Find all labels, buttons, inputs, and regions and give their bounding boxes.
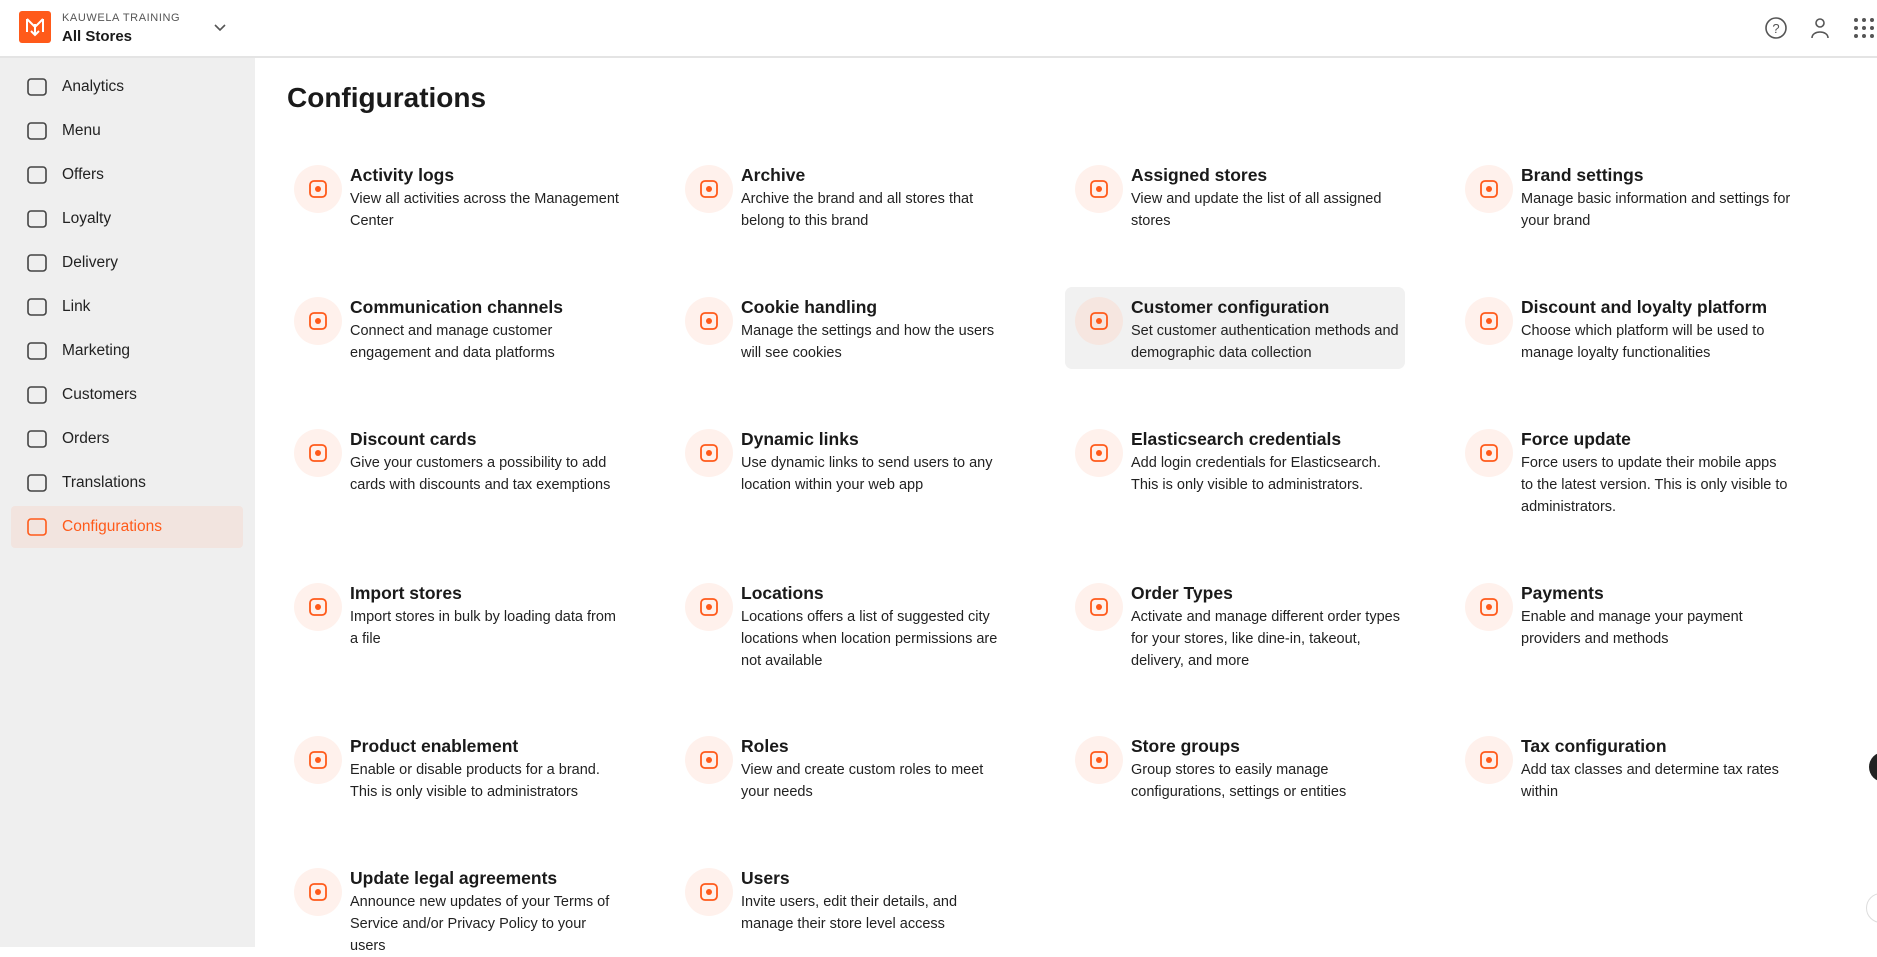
card-title: Roles bbox=[741, 736, 789, 756]
card-title: Product enablement bbox=[350, 736, 519, 756]
card-description: Import stores in bulk by loading data from a file bbox=[350, 609, 616, 647]
config-icon bbox=[1465, 583, 1513, 631]
user-icon[interactable] bbox=[1807, 15, 1833, 41]
link-icon bbox=[24, 294, 50, 320]
config-card-brand-settings[interactable] bbox=[1455, 155, 1795, 237]
translate-icon bbox=[24, 470, 50, 496]
sidebar-item-label: Link bbox=[62, 298, 91, 315]
card-description: Add login credentials for Elasticsearch. This is only visible to administrators. bbox=[1131, 455, 1381, 493]
card-title: Discount and loyalty platform bbox=[1521, 297, 1767, 317]
config-card-dynamic-links[interactable] bbox=[675, 419, 1015, 501]
config-icon bbox=[294, 165, 342, 213]
sidebar-item-label: Delivery bbox=[62, 254, 118, 271]
config-card-order-types[interactable] bbox=[1065, 573, 1405, 669]
card-title: Users bbox=[741, 868, 790, 888]
card-title: Cookie handling bbox=[741, 297, 878, 317]
sidebar-item-link[interactable] bbox=[11, 286, 243, 328]
card-description: Enable or disable products for a brand. This is only visible to administrators bbox=[350, 762, 600, 800]
config-card-import-stores[interactable] bbox=[284, 573, 624, 655]
fork-spoon-icon bbox=[24, 118, 50, 144]
card-title: Archive bbox=[741, 165, 806, 185]
card-description: Set customer authentication methods and demographic data collection bbox=[1131, 323, 1399, 361]
card-title: Import stores bbox=[350, 583, 462, 603]
sidebar-item-translations[interactable] bbox=[11, 462, 243, 504]
card-description: Invite users, edit their details, and manage their store level access bbox=[741, 894, 958, 932]
card-description: Use dynamic links to send users to any location within your web app bbox=[741, 455, 993, 493]
help-icon[interactable] bbox=[1763, 15, 1789, 41]
sidebar bbox=[0, 58, 255, 947]
config-card-force-update[interactable] bbox=[1455, 419, 1795, 515]
card-title: Dynamic links bbox=[741, 429, 859, 449]
config-card-store-groups[interactable] bbox=[1065, 726, 1405, 808]
config-icon bbox=[685, 165, 733, 213]
sidebar-item-delivery[interactable] bbox=[11, 242, 243, 284]
card-title: Force update bbox=[1521, 429, 1631, 449]
config-card-archive[interactable] bbox=[675, 155, 1015, 237]
card-description: View and update the list of all assigned stores bbox=[1131, 191, 1382, 229]
config-icon bbox=[294, 297, 342, 345]
config-icon bbox=[1465, 429, 1513, 477]
chevron-down-icon[interactable] bbox=[212, 20, 228, 41]
card-description: Add tax classes and determine tax rates within bbox=[1521, 762, 1779, 800]
card-title: Store groups bbox=[1131, 736, 1240, 756]
sidebar-item-menu[interactable] bbox=[11, 110, 243, 152]
config-icon bbox=[1075, 583, 1123, 631]
sidebar-item-label: Translations bbox=[62, 474, 146, 491]
card-title: Elasticsearch credentials bbox=[1131, 429, 1342, 449]
card-title: Discount cards bbox=[350, 429, 477, 449]
config-icon bbox=[1075, 165, 1123, 213]
megaphone-icon bbox=[24, 338, 50, 364]
card-title: Brand settings bbox=[1521, 165, 1644, 185]
card-description: Activate and manage different order types for your stores, like dine-in, takeout, delivery, and more bbox=[1131, 609, 1400, 669]
config-icon bbox=[294, 583, 342, 631]
sidebar-item-orders[interactable] bbox=[11, 418, 243, 460]
config-icon bbox=[1465, 736, 1513, 784]
sidebar-item-customers[interactable] bbox=[11, 374, 243, 416]
config-card-update-legal-agreements[interactable] bbox=[284, 858, 624, 954]
config-icon bbox=[685, 429, 733, 477]
sidebar-item-configurations[interactable] bbox=[11, 506, 243, 548]
user-star-icon bbox=[24, 206, 50, 232]
sidebar-item-label: Analytics bbox=[62, 78, 125, 95]
sidebar-item-label: Configurations bbox=[62, 518, 162, 535]
config-icon bbox=[1465, 165, 1513, 213]
card-title: Update legal agreements bbox=[350, 868, 558, 888]
bike-icon bbox=[24, 250, 50, 276]
bag-icon bbox=[24, 426, 50, 452]
card-description: Connect and manage customer engagement and data platforms bbox=[350, 323, 555, 361]
card-description: View and create custom roles to meet your needs bbox=[741, 762, 984, 800]
org-name: KAUWELA TRAINING bbox=[62, 12, 181, 24]
brand-logo[interactable] bbox=[19, 11, 51, 43]
config-card-communication-channels[interactable] bbox=[284, 287, 624, 369]
customers-icon bbox=[24, 382, 50, 408]
config-card-discount-cards[interactable] bbox=[284, 419, 624, 501]
config-card-assigned-stores[interactable] bbox=[1065, 155, 1405, 237]
config-card-locations[interactable] bbox=[675, 573, 1015, 669]
card-description: Group stores to easily manage configurations, settings or entities bbox=[1131, 762, 1347, 800]
config-icon bbox=[1075, 736, 1123, 784]
page-title: Configurations bbox=[287, 82, 487, 113]
top-header bbox=[0, 0, 1877, 58]
floating-widget[interactable] bbox=[1866, 893, 1877, 923]
config-card-discount-and-loyalty-platform[interactable] bbox=[1455, 287, 1795, 369]
sidebar-item-label: Marketing bbox=[62, 342, 131, 359]
card-title: Customer configuration bbox=[1131, 297, 1330, 317]
ticket-icon bbox=[24, 162, 50, 188]
card-description: Choose which platform will be used to manage loyalty functionalities bbox=[1521, 323, 1765, 361]
card-description: Enable and manage your payment providers and methods bbox=[1521, 609, 1743, 647]
sidebar-item-label: Loyalty bbox=[62, 210, 112, 227]
card-title: Order Types bbox=[1131, 583, 1233, 603]
card-title: Activity logs bbox=[350, 165, 455, 185]
config-icon bbox=[294, 736, 342, 784]
config-icon bbox=[685, 736, 733, 784]
config-icon bbox=[685, 583, 733, 631]
config-card-customer-configuration[interactable] bbox=[1065, 287, 1405, 369]
sidebar-item-analytics[interactable] bbox=[11, 66, 243, 108]
card-description: Manage the settings and how the users will see cookies bbox=[741, 323, 995, 361]
config-card-activity-logs[interactable] bbox=[284, 155, 624, 237]
svg-text:?: ? bbox=[1772, 21, 1780, 36]
card-title: Tax configuration bbox=[1521, 736, 1667, 756]
config-card-elasticsearch-credentials[interactable] bbox=[1065, 419, 1405, 501]
card-description: Archive the brand and all stores that belong to this brand bbox=[741, 191, 974, 229]
card-description: Manage basic information and settings for your brand bbox=[1521, 191, 1791, 229]
config-icon bbox=[294, 429, 342, 477]
sidebar-item-loyalty[interactable] bbox=[11, 198, 243, 240]
config-card-cookie-handling[interactable] bbox=[675, 287, 1015, 369]
sidebar-item-marketing[interactable] bbox=[11, 330, 243, 372]
card-description: Announce new updates of your Terms of Service and/or Privacy Policy to your users bbox=[350, 894, 610, 954]
sidebar-item-label: Menu bbox=[62, 122, 101, 139]
config-card-product-enablement[interactable] bbox=[284, 726, 624, 808]
config-card-tax-configuration[interactable] bbox=[1455, 726, 1795, 808]
config-icon bbox=[685, 297, 733, 345]
config-icon bbox=[1465, 297, 1513, 345]
analytics-icon bbox=[24, 74, 50, 100]
config-card-payments[interactable] bbox=[1455, 573, 1795, 655]
card-title: Communication channels bbox=[350, 297, 563, 317]
config-icon bbox=[294, 868, 342, 916]
config-card-roles[interactable] bbox=[675, 726, 1015, 808]
apps-grid-icon[interactable] bbox=[1851, 15, 1877, 41]
card-description: Force users to update their mobile apps to the latest version. This is only visible to administrators. bbox=[1521, 455, 1788, 515]
sidebar-item-label: Offers bbox=[62, 166, 104, 183]
config-card-users[interactable] bbox=[675, 858, 1015, 940]
card-description: Give your customers a possibility to add cards with discounts and tax exemptions bbox=[350, 455, 611, 493]
sidebar-item-offers[interactable] bbox=[11, 154, 243, 196]
sidebar-item-label: Customers bbox=[62, 386, 137, 403]
gear-icon bbox=[24, 514, 50, 540]
card-title: Locations bbox=[741, 583, 824, 603]
card-title: Assigned stores bbox=[1131, 165, 1268, 185]
config-icon bbox=[685, 868, 733, 916]
card-description: Locations offers a list of suggested city locations when location permissions are not available bbox=[741, 609, 998, 669]
card-title: Payments bbox=[1521, 583, 1604, 603]
config-icon bbox=[1075, 429, 1123, 477]
store-selector[interactable]: All Stores bbox=[62, 28, 133, 45]
floating-button[interactable] bbox=[1869, 752, 1877, 782]
config-icon bbox=[1075, 297, 1123, 345]
sidebar-item-label: Orders bbox=[62, 430, 110, 447]
card-description: View all activities across the Management Center bbox=[350, 191, 619, 229]
